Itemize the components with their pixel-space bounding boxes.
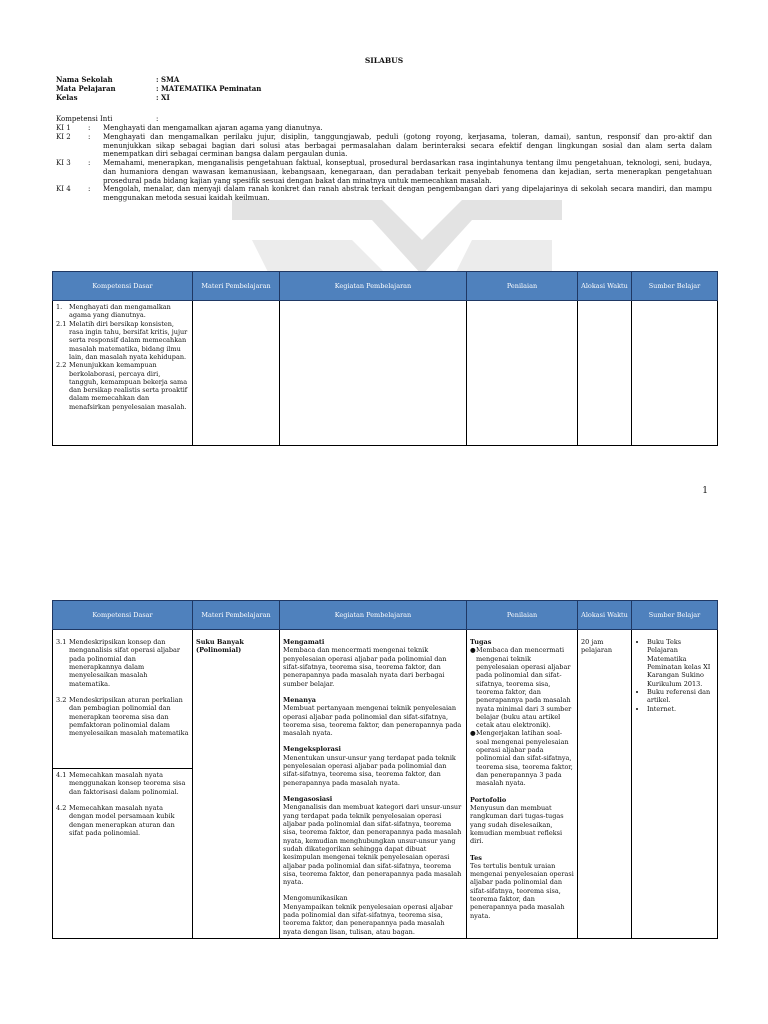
header-sumber: Sumber Belajar [632,272,718,301]
kegiatan-cell [280,301,467,446]
sumber-list [635,638,714,713]
kd-number: 4.1 [56,771,67,779]
kd-number: 3.2 [56,695,67,704]
kegiatan-heading: Mengamati [283,638,325,646]
info-label: Nama Sekolah [56,75,113,84]
alokasi-cell [578,630,632,939]
kd-item [56,696,189,738]
sumber-cell [632,301,718,446]
tugas-heading: Tugas [470,638,492,646]
ki-text: Menghayati dan mengamalkan perilaku jujur, disiplin, tanggungjawab, peduli (gotong royong, kerjasama, toleran, damai), santun, responsif dan pro-aktif dan menunjukkan sikap sebagai bagian dari solusi atas berbagai permasalahan dalam berinteraksi secara efektif dengan lingkungan sosial dan alam serta dalam menempatkan diri sebagai cerminan bangsa dalam pergaulan dunia. [103,132,712,159]
kd-number: 3.1 [56,638,67,646]
ki-code: KI 2 [56,132,71,141]
sumber-item: • Buku Teks Pelajaran Matematika Peminatan kelas XI Karangan Sukino Kurikulum 2013. [647,638,714,688]
ki-colon: : [88,124,91,132]
kd-number: 2.2 [56,361,67,370]
info-row-class [56,94,261,103]
ki-text: Menghayati dan mengamalkan ajaran agama yang dianutnya. [103,124,323,132]
kd-item [56,804,189,837]
kompetensi-inti-section [56,115,712,203]
tes-heading: Tes [470,853,482,862]
syllabus-table-2 [52,600,718,939]
header-kompetensi-dasar: Kompetensi Dasar [53,601,193,630]
ki-row [56,159,712,185]
ki-colon: : [88,132,91,141]
ki-row [56,133,712,159]
bullet-icon: ● [470,729,476,738]
kegiatan-text: Menganalisis dan membuat kategori dari unsur-unsur yang terdapat pada teknik penyelesaian operasi aljabar pada polinomial dan sifat-sifatnya, teorema sisa, teorema faktor, dan penerapannya pada masalah nyata, kemudian menghubungkan unsur-unsur yang sudah dikategorikan sehingga dapat dibuat kesimpulan mengenai teknik penyelesaian operasi aljabar pada polinomial dan sifat-sifatnya, teorema sisa, teorema faktor, dan penerapannya pada masalah nyata. [283,803,462,887]
info-label: Kelas [56,93,78,102]
ki-row [56,185,712,203]
ki-code: KI 1 [56,124,71,132]
header-kegiatan: Kegiatan Pembelajaran [280,272,467,301]
kd-group-skill [53,768,192,837]
kd-item [56,361,189,411]
kd-text: Mendeskripsikan konsep dan menganalisis sifat operasi aljabar pada polinomial dan menerapkannya dalam menyelesaikan masalah matematika. [69,638,181,688]
table-header-row [53,601,718,630]
tugas-item [470,729,574,787]
ki-row [56,124,712,133]
ki-colon: : [88,159,91,167]
info-value: : MATEMATIKA Peminatan [156,84,262,93]
ki-code: KI 4 [56,185,71,194]
kegiatan-block [283,745,463,787]
school-info [56,76,261,103]
kd-item [56,320,189,362]
tugas-item [470,646,574,729]
portofolio-heading: Portofolio [470,795,507,804]
kegiatan-heading: Mengasosiasi [283,795,333,803]
tugas-text: Membaca dan mencermati mengenai teknik penyelesaian operasi aljabar pada polinomial dan sifat-sifatnya, teorema sisa, teorema faktor, dan penerapannya pada masalah nyata minimal dari 3 sumber belajar (buku atau artikel cetak atau elektronik). [476,646,572,730]
ki-heading-colon: : [156,115,159,123]
kd-number: 1. [56,303,63,311]
sumber-item: • Internet. [647,705,714,713]
kd-item [56,771,189,796]
page-number: 1 [702,486,708,496]
header-penilaian: Penilaian [467,601,578,630]
kd-text: Memecahkan masalah nyata menggunakan konsep teorema sisa dan faktorisasi dalam polinomial. [69,771,186,796]
kd-text: Memecahkan masalah nyata dengan model persamaan kubik dengan menerapkan aturan dan sifat pada polinomial. [69,803,175,837]
kd-item [56,303,189,320]
materi-cell [193,301,280,446]
info-value: : SMA [156,75,180,84]
kd-cell [53,630,193,939]
ki-heading-label: Kompetensi Inti [56,115,113,123]
kd-cell [53,301,193,446]
kegiatan-text: Menyampaikan teknik penyelesaian operasi aljabar pada polinomial dan sifat-sifatnya, teorema sisa, teorema faktor, dan penerapannya pada masalah nyata dengan lisan, tulisan, atau bagan. [283,902,453,936]
table-row [53,301,718,446]
table-row [53,630,718,939]
kd-text: Melatih diri bersikap konsisten, rasa ingin tahu, bersifat kritis, jujur serta responsif dalam memecahkan masalah matematika, bidang ilmu lain, dan masalah nyata kehidupan. [69,319,188,361]
materi-text: Suku Banyak (Polinomial) [196,638,244,655]
tugas-text: Mengerjakan latihan soal-soal mengenai penyelesaian operasi aljabar pada polinomial dan sifat-sifatnya, teorema sisa, teorema faktor, dan penerapannya 3 pada masalah nyata. [476,729,573,788]
penilaian-cell [467,301,578,446]
portofolio-text: Menyusun dan membuat rangkuman dari tugas-tugas yang sudah diselesaikan, kemudian membuat refleksi diri. [470,803,564,846]
kegiatan-block [283,638,463,688]
alokasi-text: 20 jam pelajaran [581,638,613,655]
sumber-item: • Buku referensi dan artikel. [647,688,714,705]
info-label: Mata Pelajaran [56,84,116,93]
ki-text: Memahami, menerapkan, menganalisis pengetahuan faktual, konseptual, prosedural berdasarkan rasa ingintahunya tentang ilmu pengetahuan, teknologi, seni, budaya, dan humaniora dengan wawasan kemanusiaan, kebangsaan, kenegaraan, dan peradaban terkait penyebab fenomena dan kejadian, serta menerapkan pengetahuan prosedural pada bidang kajian yang spesifik sesuai dengan bakat dan minatnya untuk memecahkan masalah. [103,159,712,185]
kegiatan-heading: Mengeksplorasi [283,745,342,754]
kd-item [56,638,189,688]
ki-code: KI 3 [56,159,71,167]
sumber-cell [632,630,718,939]
kegiatan-heading: Mengomunikasikan [283,894,348,903]
header-kompetensi-dasar: Kompetensi Dasar [53,272,193,301]
header-penilaian: Penilaian [467,272,578,301]
kd-number: 2.1 [56,319,67,328]
kegiatan-cell [280,630,467,939]
kegiatan-text: Membaca dan mencermati mengenai teknik penyelesaian operasi aljabar pada polinomial dan sifat-sifatnya, teorema sisa, teorema faktor, dan penerapannya pada masalah nyata dari berbagai sumber belajar. [283,646,447,688]
kegiatan-heading: Menanya [283,695,316,704]
bullet-icon: ● [470,646,476,655]
ki-colon: : [88,185,91,194]
header-alokasi: Alokasi Waktu [578,601,632,630]
table-header-row [53,272,718,301]
header-materi: Materi Pembelajaran [193,272,280,301]
penilaian-cell [467,630,578,939]
tes-text: Tes tertulis bentuk uraian mengenai penyelesaian operasi aljabar pada polinomial dan sifat-sifatnya, teorema sisa, teorema faktor, dan penerapannya pada masalah nyata. [470,861,574,920]
header-kegiatan: Kegiatan Pembelajaran [280,601,467,630]
header-sumber: Sumber Belajar [632,601,718,630]
header-alokasi: Alokasi Waktu [578,272,632,301]
info-value: : XI [156,93,170,102]
kegiatan-text: Menentukan unsur-unsur yang terdapat pada teknik penyelesaian operasi aljabar pada polinomial dan sifat-sifatnya, teorema sisa, teorema faktor, dan penerapannya pada masalah nyata. [283,753,456,787]
kegiatan-block [283,894,463,936]
alokasi-cell [578,301,632,446]
kd-text: Menghayati dan mengamalkan agama yang dianutnya. [69,303,171,320]
document-title: SILABUS [364,56,404,65]
syllabus-table-1 [52,271,718,446]
kd-text: Menunjukkan kemampuan berkolaborasi, percaya diri, tangguh, kemampuan bekerja sama dan bersikap realistis serta proaktif dalam memecahkan dan menafsirkan penyelesaian masalah. [69,361,188,411]
ki-heading [56,115,712,124]
ki-text: Mengolah, menalar, dan menyaji dalam ranah konkret dan ranah abstrak terkait dengan pengembangan dari yang dipelajarinya di sekolah secara mandiri, dan mampu menggunakan metoda sesuai kaidah keilmuan. [103,185,712,202]
kd-group-knowledge [56,638,189,768]
materi-cell [193,630,280,939]
kd-number: 4.2 [56,803,67,812]
kd-text: Mendeskripsikan aturan perkalian dan pembagian polinomial dan menerapkan teorema sisa dan pemfaktoran polinomial dalam menyelesaikan masalah matematika [69,695,189,738]
kegiatan-text: Membuat pertanyaan mengenai teknik penyelesaian operasi aljabar pada polinomial dan sifat-sifatnya, teorema sisa, teorema faktor, dan penerapannya pada masalah nyata. [283,704,462,738]
header-materi: Materi Pembelajaran [193,601,280,630]
kegiatan-block [283,696,463,738]
kegiatan-block [283,795,463,886]
